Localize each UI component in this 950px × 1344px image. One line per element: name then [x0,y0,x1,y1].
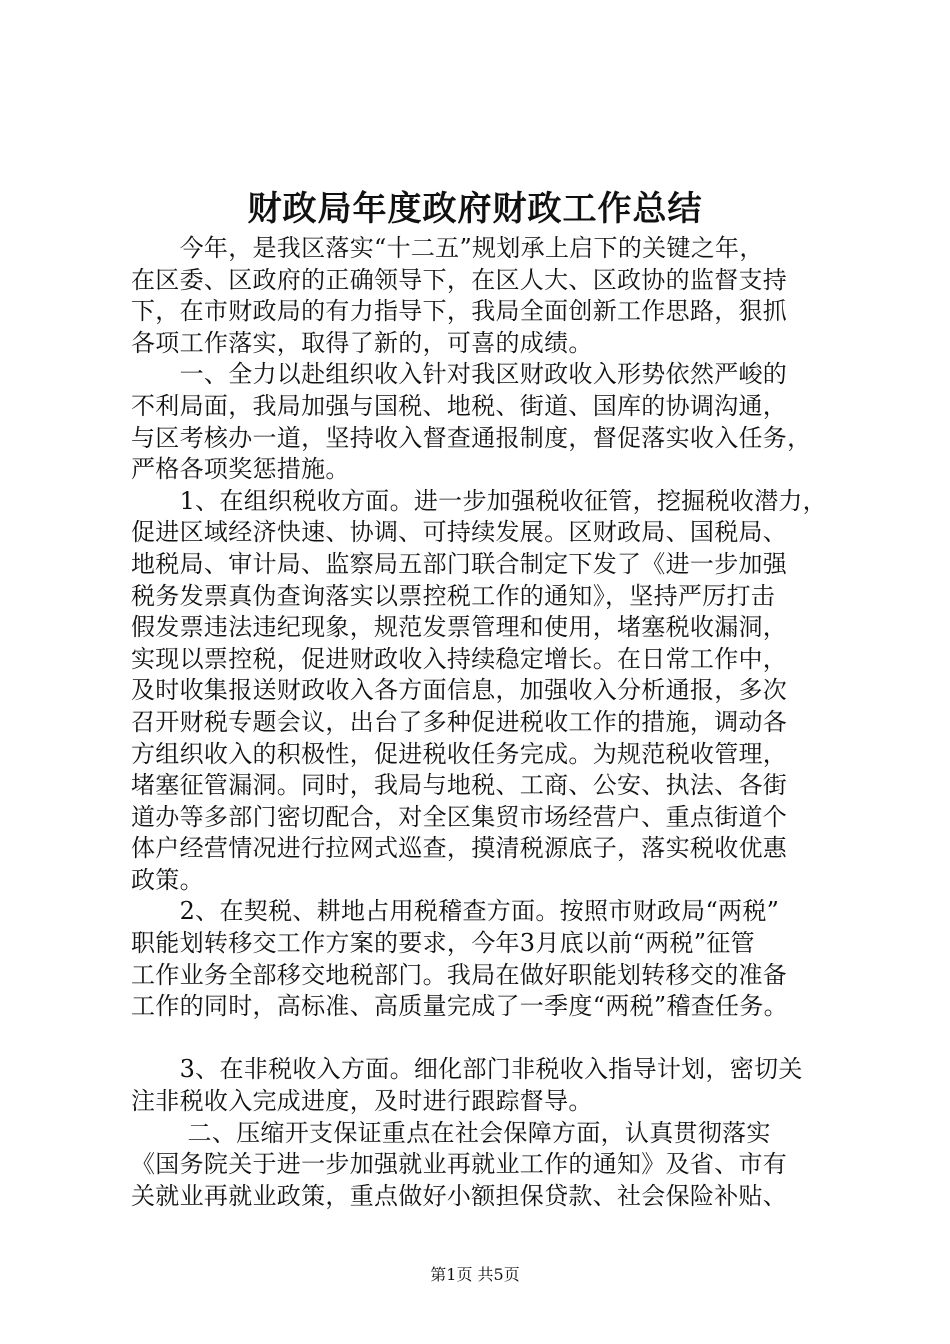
text-line: 二、压缩开支保证重点在社会保障方面，认真贯彻落实 [131,1118,771,1147]
text-line: 在区委、区政府的正确领导下，在区人大、区政协的监督支持 [131,265,788,294]
text-line: 注非税收入完成进度，及时进行跟踪督导。 [131,1087,593,1116]
paragraph-item-3 [131,1054,831,1117]
page-footer: 第1页 共5页 [430,1265,520,1284]
paragraph-section-2 [131,1118,831,1213]
text-line: 假发票违法违纪现象，规范发票管理和使用，堵塞税收漏洞， [131,613,788,642]
text-line: 职能划转移交工作方案的要求，今年3月底以前“两税”征管 [131,929,755,958]
text-line: 实现以票控税，促进财政收入持续稳定增长。在日常工作中， [131,644,788,673]
paragraph-item-1 [131,486,831,897]
paragraph-section-1 [131,359,831,485]
text-line: 召开财税专题会议，出台了多种促进税收工作的措施，调动各 [131,707,788,736]
text-line: 政策。 [131,865,204,894]
text-line: 《国务院关于进一步加强就业再就业工作的通知》及省、市有 [131,1150,788,1179]
text-line: 各项工作落实，取得了新的，可喜的成绩。 [131,328,593,357]
text-line: 及时收集报送财政收入各方面信息，加强收入分析通报，多次 [131,676,788,705]
text-line: 1、在组织税收方面。进一步加强税收征管，挖掘税收潜力， [131,486,827,515]
text-line: 促进区域经济快速、协调、可持续发展。区财政局、国税局、 [131,518,788,547]
paragraph-item-2 [131,896,831,1022]
document-body [131,233,831,1212]
text-line: 工作业务全部移交地税部门。我局在做好职能划转移交的准备 [131,960,788,989]
document-title: 财政局年度政府财政工作总结 [247,189,703,229]
text-line: 关就业再就业政策，重点做好小额担保贷款、社会保险补贴、 [131,1181,788,1210]
text-line: 2、在契税、耕地占用税稽查方面。按照市财政局“两税” [131,897,780,926]
text-line: 下，在市财政局的有力指导下，我局全面创新工作思路，狠抓 [131,297,788,326]
text-line: 堵塞征管漏洞。同时，我局与地税、工商、公安、执法、各街 [131,771,788,800]
blank-line [131,1023,831,1055]
text-line: 一、全力以赴组织收入针对我区财政收入形势依然严峻的 [131,360,788,389]
text-line: 严格各项奖惩措施。 [131,455,350,484]
text-line: 不利局面，我局加强与国税、地税、街道、国库的协调沟通， [131,391,788,420]
paragraph-intro [131,233,831,359]
text-line: 方组织收入的积极性，促进税收任务完成。为规范税收管理， [131,739,788,768]
text-line: 税务发票真伪查询落实以票控税工作的通知》，坚持严厉打击 [131,581,776,610]
text-line: 3、在非税收入方面。细化部门非税收入指导计划，密切关 [131,1055,803,1084]
text-line: 今年，是我区落实“十二五”规划承上启下的关键之年， [131,234,764,262]
text-line: 地税局、审计局、监察局五部门联合制定下发了《进一步加强 [131,549,788,578]
text-line: 工作的同时，高标准、高质量完成了一季度“两税”稽查任务。 [131,992,788,1021]
text-line: 道办等多部门密切配合，对全区集贸市场经营户、重点街道个 [131,802,788,831]
text-line: 与区考核办一道，坚持收入督查通报制度，督促落实收入任务， [131,423,812,452]
text-line: 体户经营情况进行拉网式巡查，摸清税源底子，落实税收优惠 [131,834,788,863]
